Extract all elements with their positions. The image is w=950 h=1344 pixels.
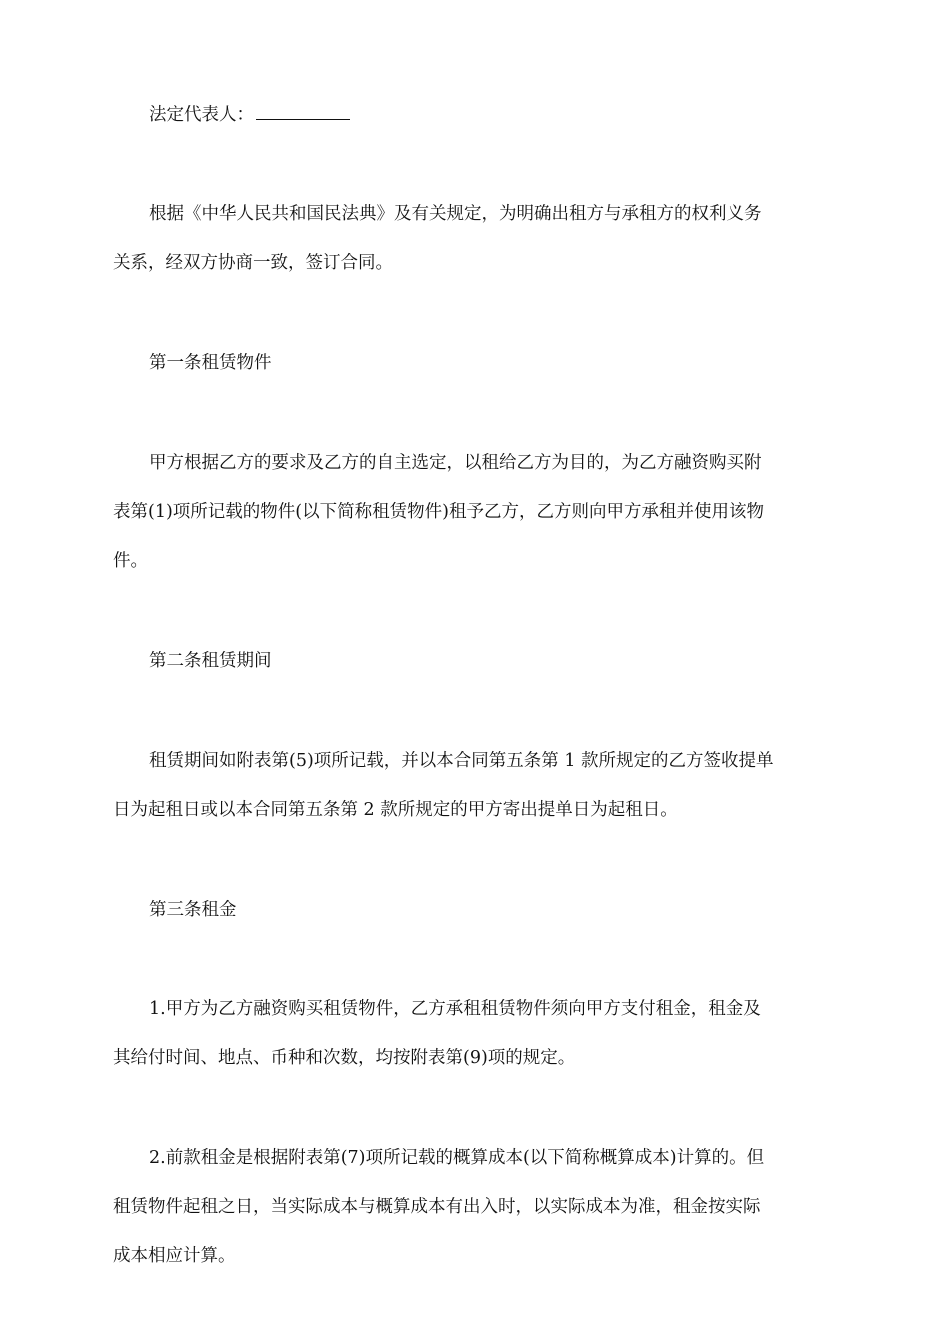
article1-line-2: 表第(1)项所记载的物件(以下简称租赁物件)租予乙方，乙方则向甲方承租并使用该物 [113, 502, 764, 522]
article3-item1-line-2: 其给付时间、地点、币种和次数，均按附表第(9)项的规定。 [113, 1048, 576, 1068]
article1-heading: 第一条租赁物件 [149, 353, 272, 373]
legal-representative-line [113, 91, 837, 140]
intro-line-2: 关系，经双方协商一致，签订合同。 [113, 253, 393, 273]
article3-heading: 第三条租金 [149, 900, 237, 920]
article3-item2-line-1: 2.前款租金是根据附表第(7)项所记载的概算成本(以下简称概算成本)计算的。但 [149, 1148, 765, 1168]
article3-item2-line-3: 成本相应计算。 [113, 1246, 236, 1266]
signature-blank [256, 105, 350, 120]
article3-item2-paragraph [113, 1134, 837, 1281]
article3-item2-line-2: 租赁物件起租之日，当实际成本与概算成本有出入时，以实际成本为准，租金按实际 [113, 1197, 761, 1217]
legal-representative-label: 法定代表人： [149, 105, 254, 125]
article1-line-3: 件。 [113, 551, 148, 571]
article3-item1-paragraph [113, 985, 837, 1083]
intro-paragraph [113, 190, 837, 288]
article2-line-1: 租赁期间如附表第(5)项所记载，并以本合同第五条第 1 款所规定的乙方签收提单 [149, 751, 774, 771]
article3-item1-line-1: 1.甲方为乙方融资购买租赁物件，乙方承租租赁物件须向甲方支付租金，租金及 [149, 999, 761, 1019]
intro-line-1: 根据《中华人民共和国民法典》及有关规定，为明确出租方与承租方的权利义务 [149, 204, 762, 224]
article2-heading: 第二条租赁期间 [149, 651, 272, 671]
article1-paragraph [113, 439, 837, 586]
article2-line-2: 日为起租日或以本合同第五条第 2 款所规定的甲方寄出提单日为起租日。 [113, 800, 678, 820]
article1-line-1: 甲方根据乙方的要求及乙方的自主选定，以租给乙方为目的，为乙方融资购买附 [149, 453, 762, 473]
article2-paragraph [113, 737, 837, 835]
